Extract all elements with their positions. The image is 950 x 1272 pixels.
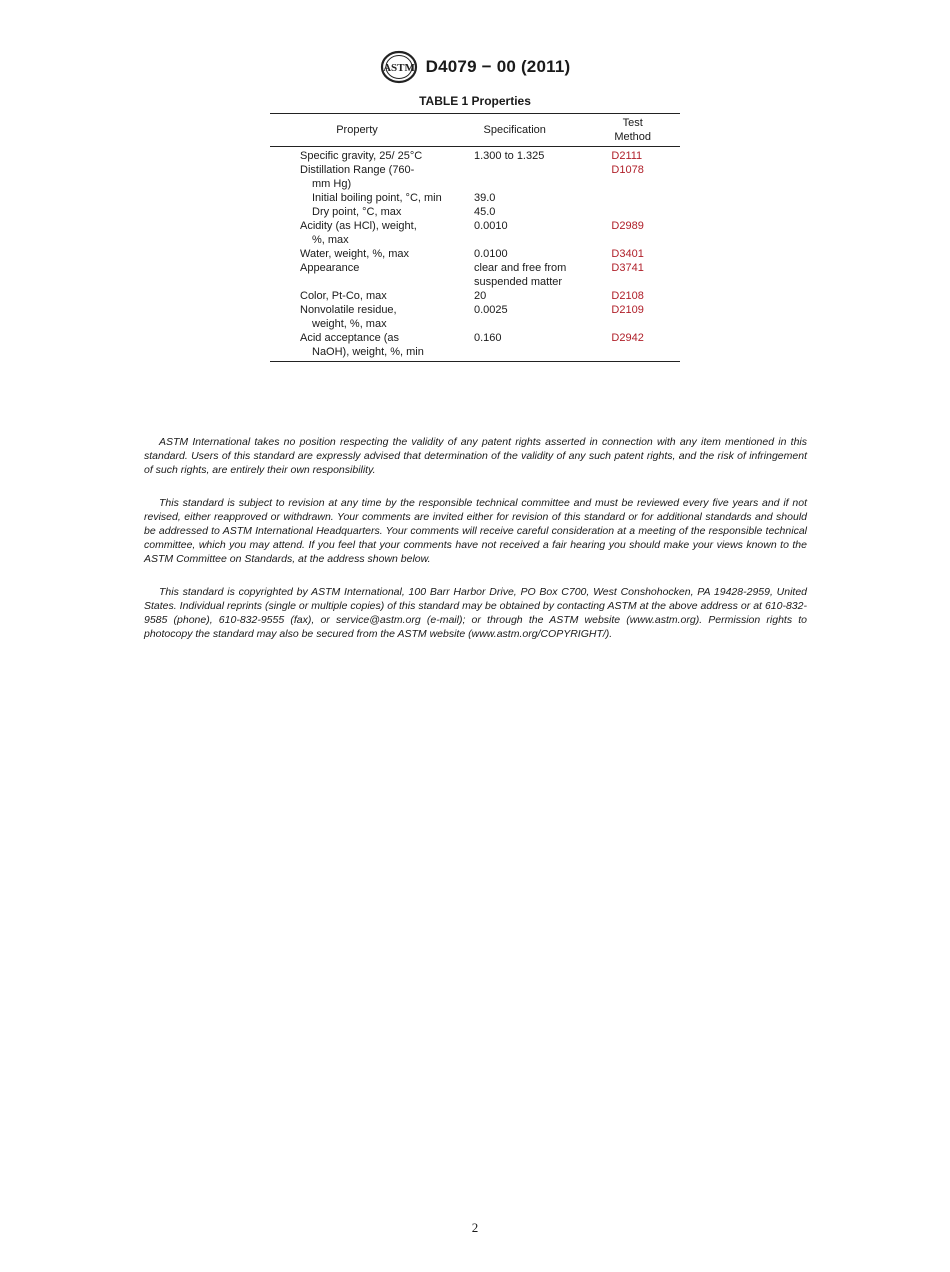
table-row	[270, 261, 680, 289]
property-text: Initial boiling point, °C, min	[312, 192, 442, 204]
cell-property	[270, 303, 444, 331]
property-text: Nonvolatile residue, weight, %, max	[300, 304, 397, 330]
cell-property	[270, 289, 444, 303]
cell-test-method-link[interactable]: D2108	[611, 290, 644, 302]
cell-property	[270, 261, 444, 289]
column-header-property: Property	[270, 114, 444, 147]
cell-property	[270, 247, 444, 261]
cell-test-method-link[interactable]: D2109	[611, 304, 644, 316]
cell-test-method-link	[585, 205, 680, 219]
cell-test-method-link[interactable]: D1078	[611, 164, 644, 176]
cell-test-method-link[interactable]: D2111	[611, 150, 643, 162]
cell-test-method-link[interactable]: D3741	[611, 262, 644, 274]
cell-property	[270, 191, 444, 205]
page-header	[0, 50, 950, 84]
cell-specification: 0.0010	[474, 220, 508, 232]
table-row	[270, 147, 680, 164]
cell-specification	[444, 163, 585, 191]
table-row	[270, 303, 680, 331]
cell-specification: 20	[474, 290, 487, 302]
cell-property	[270, 331, 444, 362]
astm-logo	[380, 50, 418, 84]
property-text: Specific gravity, 25/ 25°C	[300, 150, 423, 162]
notes-section	[144, 436, 807, 662]
property-text: Distillation Range (760- mm Hg)	[300, 164, 415, 190]
column-header-specification: Specification	[444, 114, 585, 147]
revision-notice: This standard is subject to revision at any time by the responsible technical committee and must be reviewed every five years and if not revised, either reapproved or withdrawn. Your comments are invited either for revision of this standard or for additional standards and should be addressed to ASTM International Headquarters. Your comments will receive careful consideration at a meeting of the responsible technical committee, which you may attend. If you feel that your comments have not received a fair hearing you should make your views known to the ASTM Committee on Standards, at the address shown below.	[144, 497, 807, 565]
properties-table	[270, 113, 680, 362]
cell-specification: 39.0	[474, 192, 496, 204]
cell-test-method-link[interactable]: D3401	[611, 248, 644, 260]
copyright-notice: This standard is copyrighted by ASTM International, 100 Barr Harbor Drive, PO Box C700, West Conshohocken, PA 19428-2959, United States. Individual reprints (single or multiple copies) of this standard may be obtained by contacting ASTM at the above address or at 610-832-9585 (phone), 610-832-9555 (fax), or service@astm.org (e-mail); or through the ASTM website (www.astm.org). Permission rights to photocopy the standard may also be secured from the ASTM website (www.astm.org/COPYRIGHT/).	[144, 586, 807, 640]
page-number: 2	[471, 1220, 479, 1235]
table-row	[270, 289, 680, 303]
table-body	[270, 147, 680, 362]
cell-property	[270, 163, 444, 191]
table-row	[270, 191, 680, 205]
table-row	[270, 163, 680, 191]
cell-test-method-link[interactable]: D2989	[611, 220, 644, 232]
cell-property	[270, 219, 444, 247]
property-text: Water, weight, %, max	[300, 248, 410, 260]
property-text: Appearance	[300, 262, 360, 274]
table-row	[270, 331, 680, 362]
patent-notice: ASTM International takes no position respecting the validity of any patent rights asserted in connection with any item mentioned in this standard. Users of this standard are expressly advised that determination of the validity of any such patent rights, and the risk of infringement of such rights, are entirely their own responsibility.	[144, 436, 807, 476]
cell-specification: 1.300 to 1.325	[474, 150, 545, 162]
cell-specification: clear and free from suspended matter	[474, 262, 567, 288]
logo-text: ASTM	[382, 62, 415, 74]
table-row	[270, 219, 680, 247]
property-text: Acidity (as HCl), weight, %, max	[300, 220, 417, 246]
cell-specification: 45.0	[474, 206, 496, 218]
table-row	[270, 247, 680, 261]
cell-specification: 0.160	[444, 331, 585, 362]
property-text: Acid acceptance (as NaOH), weight, %, min	[300, 332, 424, 358]
cell-specification: 0.0100	[474, 248, 508, 260]
cell-property	[270, 147, 444, 164]
cell-specification: 0.0025	[474, 304, 508, 316]
cell-property	[270, 205, 444, 219]
table-caption: TABLE 1 Properties	[419, 94, 531, 108]
cell-test-method-link[interactable]: D2942	[585, 331, 680, 362]
property-text: Color, Pt-Co, max	[300, 290, 387, 302]
column-header-test-method: Test Method	[585, 114, 680, 147]
cell-test-method-link	[585, 191, 680, 205]
property-text: Dry point, °C, max	[312, 206, 402, 218]
table-header-row	[270, 114, 680, 147]
document-designation: D4079 − 00 (2011)	[425, 57, 571, 76]
table-row	[270, 205, 680, 219]
